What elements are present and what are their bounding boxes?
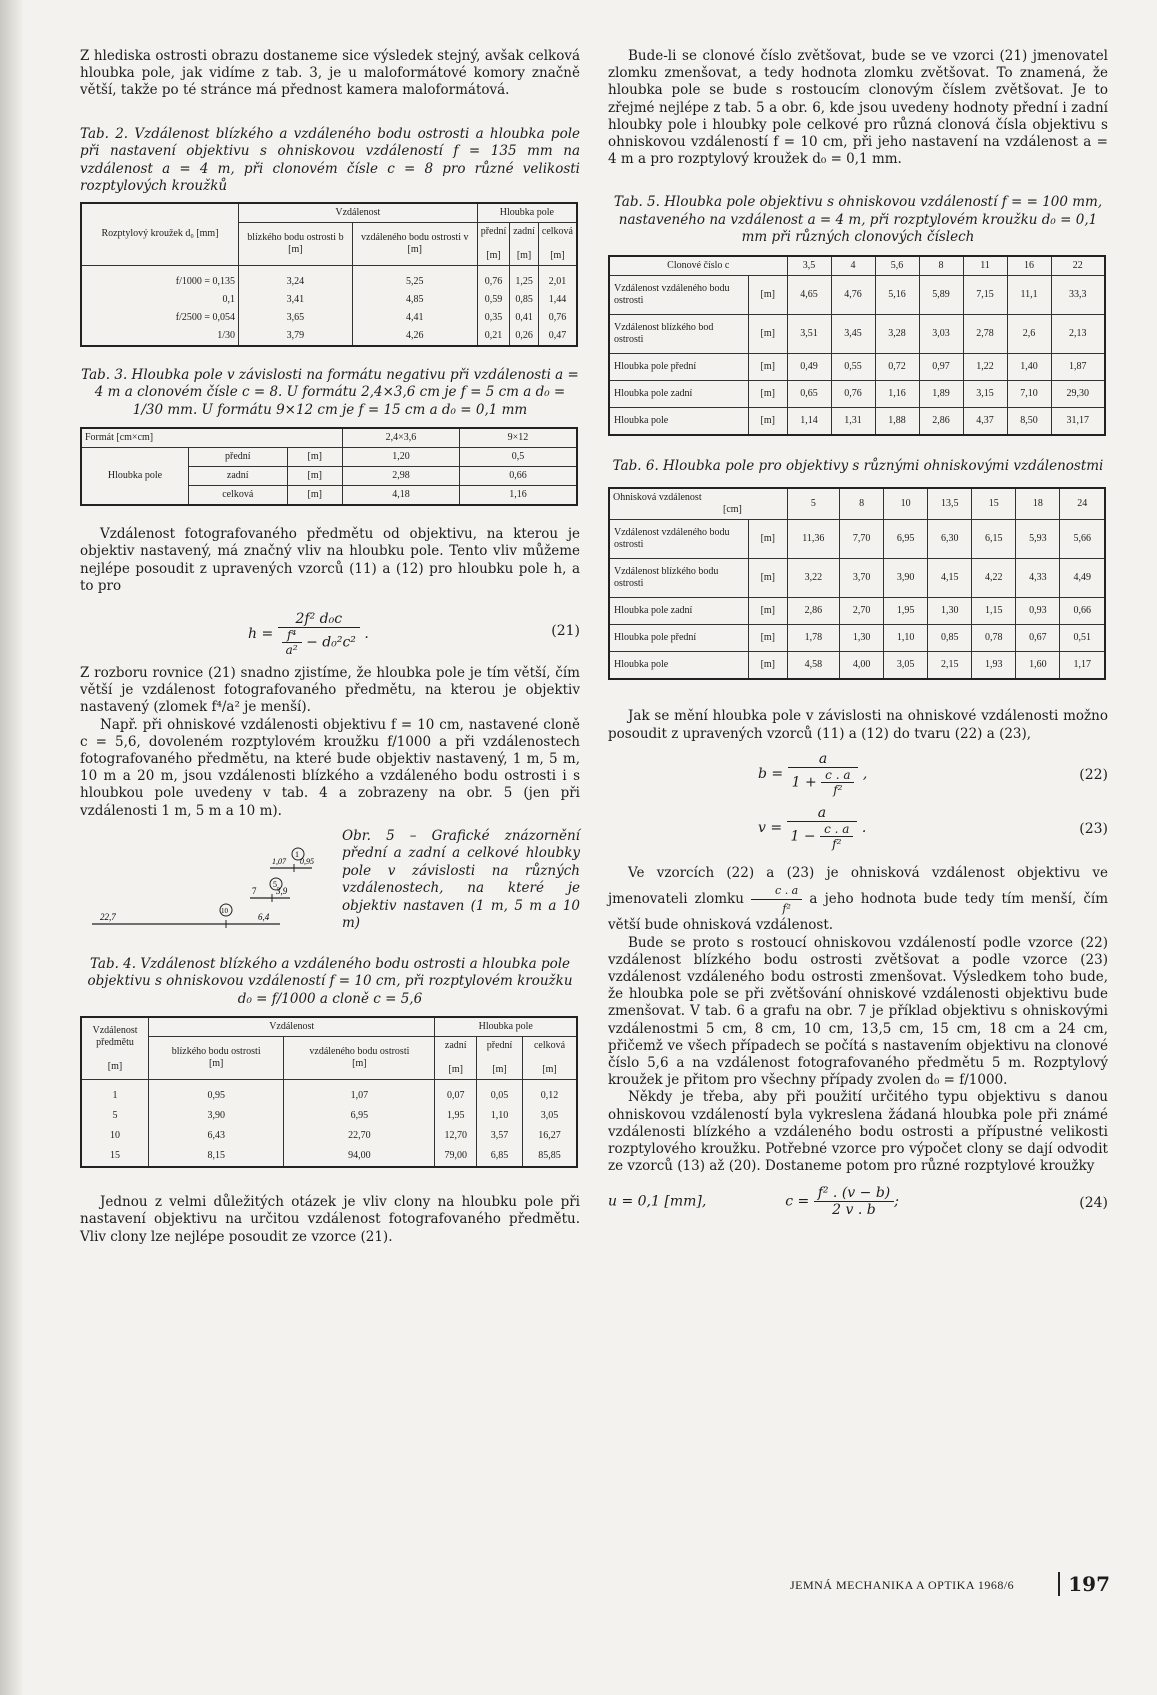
eq23-fraction (787, 805, 858, 851)
table-cell: 5,25 (352, 265, 477, 291)
tab6-table (608, 487, 1106, 680)
table-row-unit: [m] (749, 407, 788, 435)
table-cell: 3,79 (239, 327, 353, 346)
fig5-graphic (80, 828, 360, 938)
table-row-unit: [m] (749, 625, 788, 652)
paragraph-proto: Bude se proto s rostoucí ohniskovou vzdáleností podle vzorce (22) vzdálenost blízkého bodu ostrosti zvětšovat a podle vzorce (23) vzdálenost vzdáleného bodu ostrosti zmenšovat. Výsledkem toho bude, že hloubka pole se při zvětšování ohniskové vzdálenosti objektivu bude zmenšovat. V tab. 6 a grafu na obr. 7 je příklad objektivu s ohniskovými vzdálenostmi 5 cm, 8 cm, 10 cm, 13,5 cm, 15 cm, 18 cm a 24 cm, přičemž ve všech případech se počítá s nastavením objektivu na clonové číslo 5,6 a na vzdálenost fotografovaného předmětu 5 m. Rozptylový kroužek je přitom pro všechny případy zvolen d₀ = f/1000. (608, 934, 1108, 1089)
equation-22: b = a 1 + $\frac{c . a}{\text{f²}}$ , (22) (758, 750, 1108, 797)
tab3-r1-label: zadní (189, 467, 288, 486)
table-column-header: 8 (919, 256, 963, 276)
tab3-header-format: Formát [cm×cm] (81, 428, 343, 448)
tab5-table (608, 255, 1106, 436)
table-cell: 4,76 (831, 275, 875, 314)
table-cell: 1,78 (787, 625, 839, 652)
table-cell: 2,70 (840, 598, 884, 625)
table-row-label: Vzdálenost vzdáleného bodu ostrosti (609, 275, 749, 314)
tab2-header-predni: přední [m] (477, 222, 510, 265)
table-cell: 94,00 (284, 1146, 435, 1167)
tab2-header-zadni: zadní [m] (510, 222, 539, 265)
tab5-header-first: Clonové číslo c (609, 256, 787, 276)
page-footer (790, 1572, 1110, 1602)
table-cell: 1,16 (875, 380, 919, 407)
eq21-number: (21) (551, 622, 580, 639)
tab3-caption: Tab. 3. Hloubka pole v závislosti na formátu negativu při vzdálenosti a = 4 m a clonovém čísle c = 8. U formátu 2,4×3,6 cm je f = 5 cm a d₀ = 1/30 mm. U formátu 9×12 cm je f = 15 cm a d₀ = 0,1 mm (81, 366, 579, 418)
eq24-fraction: $\frac{\text{f² . (v − b)}}{2 v . b}$ (814, 1185, 895, 1218)
fig5-circle-label-5: 5 (273, 879, 277, 889)
table-cell: 10 (81, 1126, 149, 1146)
paragraph-ohnisko: Jak se mění hloubka pole v závislosti na ohniskové vzdálenosti možno posoudit z upravených vzorců (11) a (12) do tvaru (22) a (23), (608, 708, 1108, 742)
paragraph-vliv: Vzdálenost fotografovaného předmětu od objektivu, na kterou je objektiv nastavený, má značný vliv na hloubku pole. Tento vliv můžeme nejlépe posoudit z upravených vzorců (11) a (12) pro hloubku pole h, a to pro (80, 526, 580, 594)
tab2-caption: Tab. 2. Vzdálenost blízkého a vzdáleného bodu ostrosti a hloubka pole při nastavení objektivu s ohniskovou vzdáleností f = 135 mm na vzdálenost a = 4 m, při clonovém čísle c = 8 pro různé velikosti rozptylových kroužků (80, 125, 580, 195)
table-row (81, 309, 577, 327)
table-cell: 7,70 (840, 520, 884, 559)
table-row (609, 598, 1105, 625)
right-column (608, 48, 1108, 1225)
eq21-den-num: f⁴ (282, 628, 302, 643)
table-cell: 1,60 (1016, 652, 1060, 680)
eq21-fraction (278, 611, 360, 657)
tab5-header-row (609, 256, 1105, 276)
eq23-numerator: a (787, 805, 858, 822)
tab3-r1-v2: 0,66 (460, 467, 578, 486)
table-cell: 12,70 (435, 1126, 477, 1146)
table-cell: 3,41 (239, 291, 353, 309)
table-column-header: 18 (1016, 488, 1060, 520)
tab2-header-celkova: celková [m] (538, 222, 577, 265)
paragraph-clona: Jednou z velmi důležitých otázek je vliv clony na hloubku pole při nastavení objektivu na určitou vzdálenost fotografovaného předmětu. Vliv clony lze nejlépe posoudit ze vzorce (21). (80, 1194, 580, 1245)
table-cell: 1,87 (1051, 353, 1105, 380)
table-cell: 1,10 (884, 625, 928, 652)
table-cell: 0,26 (510, 327, 539, 346)
intro-paragraph: Z hlediska ostrosti obrazu dostaneme sice výsledek stejný, avšak celková hloubka pole, jak vidíme z tab. 3, je u maloformátové komory značně větší, takže po té stránce má přednost kamera maloformátová. (80, 48, 580, 99)
table-cell: 3,03 (919, 314, 963, 353)
tab4-header-celkova: celková [m] (522, 1037, 577, 1080)
table-cell: 0,21 (477, 327, 510, 346)
tab4-caption: Tab. 4. Vzdálenost blízkého a vzdáleného bodu ostrosti a hloubka pole objektivu s ohniskovou vzdáleností f = 10 cm, při rozptylovém kroužku d₀ = f/1000 a cloně c = 5,6 (87, 955, 573, 1007)
table-cell: 0,05 (477, 1080, 523, 1107)
eq24-number: (24) (1079, 1195, 1108, 1212)
table-column-header: 10 (884, 488, 928, 520)
table-cell: 1,95 (435, 1106, 477, 1126)
eq22-denominator: 1 + $\frac{c . a}{\text{f²}}$ (788, 768, 859, 797)
table-cell: 4,49 (1060, 559, 1105, 598)
table-cell: 5,89 (919, 275, 963, 314)
table-column-header: 8 (840, 488, 884, 520)
table-cell: 0,12 (522, 1080, 577, 1107)
page-edge-shadow (0, 0, 22, 1695)
table-row-unit: [m] (749, 380, 788, 407)
tab3-r1-unit: [m] (287, 467, 342, 486)
table-row (81, 1106, 577, 1126)
table-column-header: 13,5 (928, 488, 972, 520)
fig5-label-6-4: 6,4 (258, 911, 270, 922)
table-cell: 7,15 (963, 275, 1007, 314)
table-column-header: 5 (787, 488, 839, 520)
eq23-lhs: v = (758, 819, 783, 836)
table-cell: 0,76 (538, 309, 577, 327)
table-cell: 3,65 (239, 309, 353, 327)
table-cell: 1,17 (1060, 652, 1105, 680)
table-row (609, 559, 1105, 598)
table-cell: 85,85 (522, 1146, 577, 1167)
table-cell: 3,70 (840, 559, 884, 598)
paragraph-nekdy: Někdy je třeba, aby při použití určitého typu objektivu s danou ohniskovou vzdáleností byla vykreslena žádaná hloubka pole při známé vzdálenosti blízkého a vzdáleného bodu ostrosti a přípustné velikosti rozptylového kroužku. Potřebné vzorce pro výpočet clony se dají odvodit ze vzorců (13) až (20). Dostaneme potom pro různé rozptylové kroužky (608, 1089, 1108, 1175)
table-cell: 29,30 (1051, 380, 1105, 407)
table-cell: 1,40 (1007, 353, 1051, 380)
table-cell: 6,30 (928, 520, 972, 559)
tab2-table (80, 202, 578, 347)
paragraph-clonove: Bude-li se clonové číslo zvětšovat, bude se ve vzorci (21) jmenovatel zlomku zmenšovat, a tedy hodnota zlomku zvětšovat. To znamená, že hloubka pole se bude s rostoucím clonovým číslem zvětšovat. Je to zřejmé nejlépe z tab. 5 a obr. 6, kde jsou uvedeny hodnoty přední i zadní hloubky pole i hloubky pole celkové pro různá clonová čísla objektivu s ohniskovou vzdáleností f = 10 cm, při jeho nastavení na vzdálenost a = 4 m a pro rozptylový kroužek d₀ = 0,1 mm. (608, 48, 1108, 168)
table-cell: 4,58 (787, 652, 839, 680)
table-cell: 6,95 (884, 520, 928, 559)
eq22-lhs: b = (758, 765, 784, 782)
eq21-den-den: a² (285, 642, 298, 657)
tab4-header-vzdalenost: Vzdálenost (149, 1017, 435, 1037)
tab3-r0-unit: [m] (287, 448, 342, 467)
tab4-header-predni: přední [m] (477, 1037, 523, 1080)
table-cell: 79,00 (435, 1146, 477, 1167)
tab4-header-hloubka: Hloubka pole (435, 1017, 577, 1037)
eq22-numerator: a (788, 751, 859, 768)
table-cell: 1,15 (972, 598, 1016, 625)
fig5-label-22-7: 22,7 (100, 911, 116, 922)
table-cell: 1,95 (884, 598, 928, 625)
table-cell: 3,05 (522, 1106, 577, 1126)
table-cell: 8,15 (149, 1146, 284, 1167)
table-cell: 1,30 (928, 598, 972, 625)
tab4-header-vzdaleneho: vzdáleného bodu ostrosti [m] (284, 1037, 435, 1080)
table-cell: 0,85 (510, 291, 539, 309)
tab3-r2-unit: [m] (287, 486, 342, 506)
table-cell: 0,59 (477, 291, 510, 309)
tab5-caption: Tab. 5. Hloubka pole objektivu s ohniskovou vzdáleností f = = 100 mm, nastaveného na vzdálenost a = 4 m, při rozptylovém kroužku d₀ = 0,1 mm při různých clonových číslech (613, 194, 1103, 246)
table-row-unit: [m] (749, 598, 788, 625)
eq22-fraction (788, 751, 859, 797)
table-row-unit: [m] (749, 314, 788, 353)
eq23-number: (23) (1079, 820, 1108, 837)
equation-23: v = a 1 − $\frac{c . a}{\text{f²}}$ . (23) (758, 804, 1108, 851)
fig5-circle-label-10: 10 (221, 906, 228, 915)
table-cell: 1,93 (972, 652, 1016, 680)
figure-5 (80, 828, 580, 940)
table-cell: f/1000 = 0,135 (81, 265, 239, 291)
table-cell: 4,26 (352, 327, 477, 346)
table-cell: 0,76 (477, 265, 510, 291)
tab4-header-vzdpred: Vzdálenost předmětu [m] (81, 1017, 149, 1080)
table-cell: 2,15 (928, 652, 972, 680)
table-row-label: Hloubka pole (609, 407, 749, 435)
table-column-header: 5,6 (875, 256, 919, 276)
table-cell: 3,28 (875, 314, 919, 353)
tab3-r2-v2: 1,16 (460, 486, 578, 506)
table-cell: 0,55 (831, 353, 875, 380)
table-cell: 1,14 (787, 407, 831, 435)
table-row (609, 353, 1105, 380)
table-row (609, 380, 1105, 407)
tab3-r0-label: přední (189, 448, 288, 467)
table-cell: 6,95 (284, 1106, 435, 1126)
tab3-r0-v1: 1,20 (343, 448, 460, 467)
table-row-unit: [m] (749, 652, 788, 680)
table-row (81, 1146, 577, 1167)
tab2-header-vzdaleneho: vzdáleného bodu ostrosti v [m] (352, 222, 477, 265)
table-row (81, 291, 577, 309)
page-number: 197 (1058, 1572, 1110, 1596)
tab3-row-label: Hloubka pole (81, 448, 189, 506)
table-cell: 6,85 (477, 1146, 523, 1167)
table-cell: 3,90 (884, 559, 928, 598)
tab2-header-hloubka: Hloubka pole (477, 203, 577, 223)
table-cell: 0,47 (538, 327, 577, 346)
table-row-label: Vzdálenost vzdáleného bodu ostrosti (609, 520, 749, 559)
table-cell: 16,27 (522, 1126, 577, 1146)
table-cell: 2,13 (1051, 314, 1105, 353)
table-cell: 4,33 (1016, 559, 1060, 598)
tab4-body (81, 1080, 577, 1168)
eq21-numerator: 2f² d₀c (278, 611, 360, 628)
eq21-lhs: h = (248, 625, 274, 642)
table-cell: 1,22 (963, 353, 1007, 380)
eq24-lhs: u = 0,1 [mm], (608, 1193, 707, 1210)
table-row (81, 327, 577, 346)
tab2-body (81, 265, 577, 346)
table-row (81, 265, 577, 291)
table-cell: 1 (81, 1080, 149, 1107)
tab3-table (80, 427, 578, 506)
table-row-unit: [m] (749, 520, 788, 559)
table-cell: 15 (81, 1146, 149, 1167)
table-cell: 0,93 (1016, 598, 1060, 625)
table-cell: 0,95 (149, 1080, 284, 1107)
table-cell: 3,22 (787, 559, 839, 598)
eq21-denominator (278, 628, 360, 657)
table-cell: 22,70 (284, 1126, 435, 1146)
tab6-caption: Tab. 6. Hloubka pole pro objektivy s různými ohniskovými vzdálenostmi (612, 457, 1104, 474)
table-row-label: Hloubka pole zadní (609, 380, 749, 407)
table-column-header: 15 (972, 488, 1016, 520)
equation-24: u = 0,1 [mm], c = $\frac{\text{f² . (v − b)}}{2 v . b}$ ; (24) (608, 1185, 1108, 1219)
table-cell: 2,86 (919, 407, 963, 435)
table-cell: 3,90 (149, 1106, 284, 1126)
table-row-label: Hloubka pole přední (609, 353, 749, 380)
table-cell: 0,67 (1016, 625, 1060, 652)
fig5-label-3-9: 3,9 (276, 885, 288, 896)
tab4-header-zadni: zadní [m] (435, 1037, 477, 1080)
fig5-label-0-95: 0,95 (300, 856, 314, 866)
table-cell: 0,07 (435, 1080, 477, 1107)
table-cell: 4,37 (963, 407, 1007, 435)
table-cell: 4,00 (840, 652, 884, 680)
table-row (609, 407, 1105, 435)
paragraph-rozbor: Z rozboru rovnice (21) snadno zjistíme, že hloubka pole je tím větší, čím větší je vzdálenost fotografovaného předmětu, na kterou je objektiv nastavený (zlomek f⁴/a² je menší). (80, 664, 580, 716)
table-row-label: Hloubka pole (609, 652, 749, 680)
table-cell: 6,15 (972, 520, 1016, 559)
tab3-header-f1: 2,4×3,6 (343, 428, 460, 448)
table-row-label: Vzdálenost blízkého bodu ostrosti (609, 559, 749, 598)
table-row-label: Hloubka pole přední (609, 625, 749, 652)
table-row-label: Hloubka pole zadní (609, 598, 749, 625)
table-row (81, 1126, 577, 1146)
tab3-r2-label: celková (189, 486, 288, 506)
table-row-unit: [m] (749, 353, 788, 380)
table-cell: 1,10 (477, 1106, 523, 1126)
eq24-mid: c = (785, 1193, 810, 1210)
table-column-header: 16 (1007, 256, 1051, 276)
eq21-den-rest: − d₀²c² (306, 634, 356, 651)
table-cell: 5 (81, 1106, 149, 1126)
table-cell: 0,35 (477, 309, 510, 327)
table-cell: 4,15 (928, 559, 972, 598)
table-cell: 4,85 (352, 291, 477, 309)
table-column-header: 11 (963, 256, 1007, 276)
table-cell: 0,85 (928, 625, 972, 652)
table-cell: 1,44 (538, 291, 577, 309)
table-cell: 0,72 (875, 353, 919, 380)
eq23-denominator: 1 − $\frac{c . a}{\text{f²}}$ (787, 822, 858, 851)
table-column-header: 4 (831, 256, 875, 276)
table-row-unit: [m] (749, 275, 788, 314)
table-cell: 0,49 (787, 353, 831, 380)
tab2-header-vzdalenost: Vzdálenost (239, 203, 478, 223)
table-cell: 0,66 (1060, 598, 1105, 625)
table-cell: 1,88 (875, 407, 919, 435)
table-cell: 3,15 (963, 380, 1007, 407)
table-column-header: 22 (1051, 256, 1105, 276)
table-cell: 3,51 (787, 314, 831, 353)
table-row (609, 275, 1105, 314)
table-cell: 0,65 (787, 380, 831, 407)
table-cell: 0,78 (972, 625, 1016, 652)
table-row (81, 1080, 577, 1107)
table-cell: 11,1 (1007, 275, 1051, 314)
paragraph-napr: Např. při ohniskové vzdálenosti objektivu f = 10 cm, nastavené cloně c = 5,6, dovoleném rozptylovém kroužku f/1000 a při vzdálenostech fotografovaného předmětu, na které bude objektiv nastavený, 1 m, 5 m, 10 m a 20 m, jsou vzdálenosti blízkého a vzdáleného bodu ostrosti i s hloubkou pole uvedeny v tab. 4 a zobrazeny na obr. 5 (jen při vzdálenosti 1 m, 5 m a 10 m). (80, 716, 580, 819)
table-row-label: Vzdálenost blízkého bod ostrosti (609, 314, 749, 353)
table-cell: 0,97 (919, 353, 963, 380)
tab6-header-row (609, 488, 1105, 520)
table-cell: 1,25 (510, 265, 539, 291)
table-cell: f/2500 = 0,054 (81, 309, 239, 327)
tab4-header-blizkeho: blízkého bodu ostrosti [m] (149, 1037, 284, 1080)
table-cell: 3,24 (239, 265, 353, 291)
table-cell: 33,3 (1051, 275, 1105, 314)
tab3-r2-v1: 4,18 (343, 486, 460, 506)
table-cell: 5,16 (875, 275, 919, 314)
journal-name: JEMNÁ MECHANIKA A OPTIKA 1968/6 (790, 1578, 1015, 1592)
table-cell: 1,30 (840, 625, 884, 652)
tab6-header-first: Ohnisková vzdálenost [cm] (609, 488, 787, 520)
fig5-circle-label-1: 1 (295, 849, 299, 859)
table-cell: 1,31 (831, 407, 875, 435)
table-cell: 2,86 (787, 598, 839, 625)
table-cell: 3,45 (831, 314, 875, 353)
table-row (609, 520, 1105, 559)
table-row (609, 314, 1105, 353)
table-cell: 1,07 (284, 1080, 435, 1107)
table-cell: 2,78 (963, 314, 1007, 353)
tab3-header-f2: 9×12 (460, 428, 578, 448)
table-cell: 5,93 (1016, 520, 1060, 559)
eq22-number: (22) (1079, 766, 1108, 783)
table-cell: 3,05 (884, 652, 928, 680)
table-cell: 7,10 (1007, 380, 1051, 407)
table-cell: 8,50 (1007, 407, 1051, 435)
equation-21: h = 2f² d₀c $\frac{\text{f⁴}}{\text{a²}}$ − d₀²c² . (21) (248, 610, 580, 657)
table-row-unit: [m] (749, 559, 788, 598)
table-cell: 4,65 (787, 275, 831, 314)
tab2-header-blizkeho: blízkého bodu ostrosti b [m] (239, 222, 353, 265)
table-cell: 0,51 (1060, 625, 1105, 652)
fig5-caption: Obr. 5 – Grafické znázornění přední a zadní a celkové hloubky pole v závislosti na různých vzdálenostech, na které je objektiv nastaven (1 m, 5 m a 10 m) (342, 827, 580, 932)
tab5-body (609, 275, 1105, 435)
table-row (609, 652, 1105, 680)
tab3-r1-v1: 2,98 (343, 467, 460, 486)
tab3-r0-v2: 0,5 (460, 448, 578, 467)
table-cell: 4,41 (352, 309, 477, 327)
table-cell: 6,43 (149, 1126, 284, 1146)
table-cell: 1/30 (81, 327, 239, 346)
fig5-label-1-07: 1,07 (272, 856, 286, 866)
table-cell: 2,6 (1007, 314, 1051, 353)
table-cell: 3,57 (477, 1126, 523, 1146)
table-cell: 0,41 (510, 309, 539, 327)
table-cell: 5,66 (1060, 520, 1105, 559)
table-cell: 31,17 (1051, 407, 1105, 435)
tab4-table (80, 1016, 578, 1168)
fig5-label-7: 7 (252, 885, 257, 896)
table-cell: 0,76 (831, 380, 875, 407)
tab2-header-rozptyl: Rozptylový kroužek d₀ [mm] (81, 203, 239, 266)
table-cell: 4,22 (972, 559, 1016, 598)
table-cell: 0,1 (81, 291, 239, 309)
table-column-header: 3,5 (787, 256, 831, 276)
paragraph-vzorci: Ve vzorcích (22) a (23) je ohnisková vzdálenost objektivu ve jmenovateli zlomku $\frac{c . a}{\text{f²}}$ a jeho hodnota bude tedy tím menší, čím větší bude ohnisková vzdálenost. (608, 864, 1108, 934)
table-row (609, 625, 1105, 652)
tab6-body (609, 520, 1105, 680)
table-cell: 2,01 (538, 265, 577, 291)
left-column (80, 48, 580, 1246)
table-cell: 1,89 (919, 380, 963, 407)
table-cell: 11,36 (787, 520, 839, 559)
table-column-header: 24 (1060, 488, 1105, 520)
